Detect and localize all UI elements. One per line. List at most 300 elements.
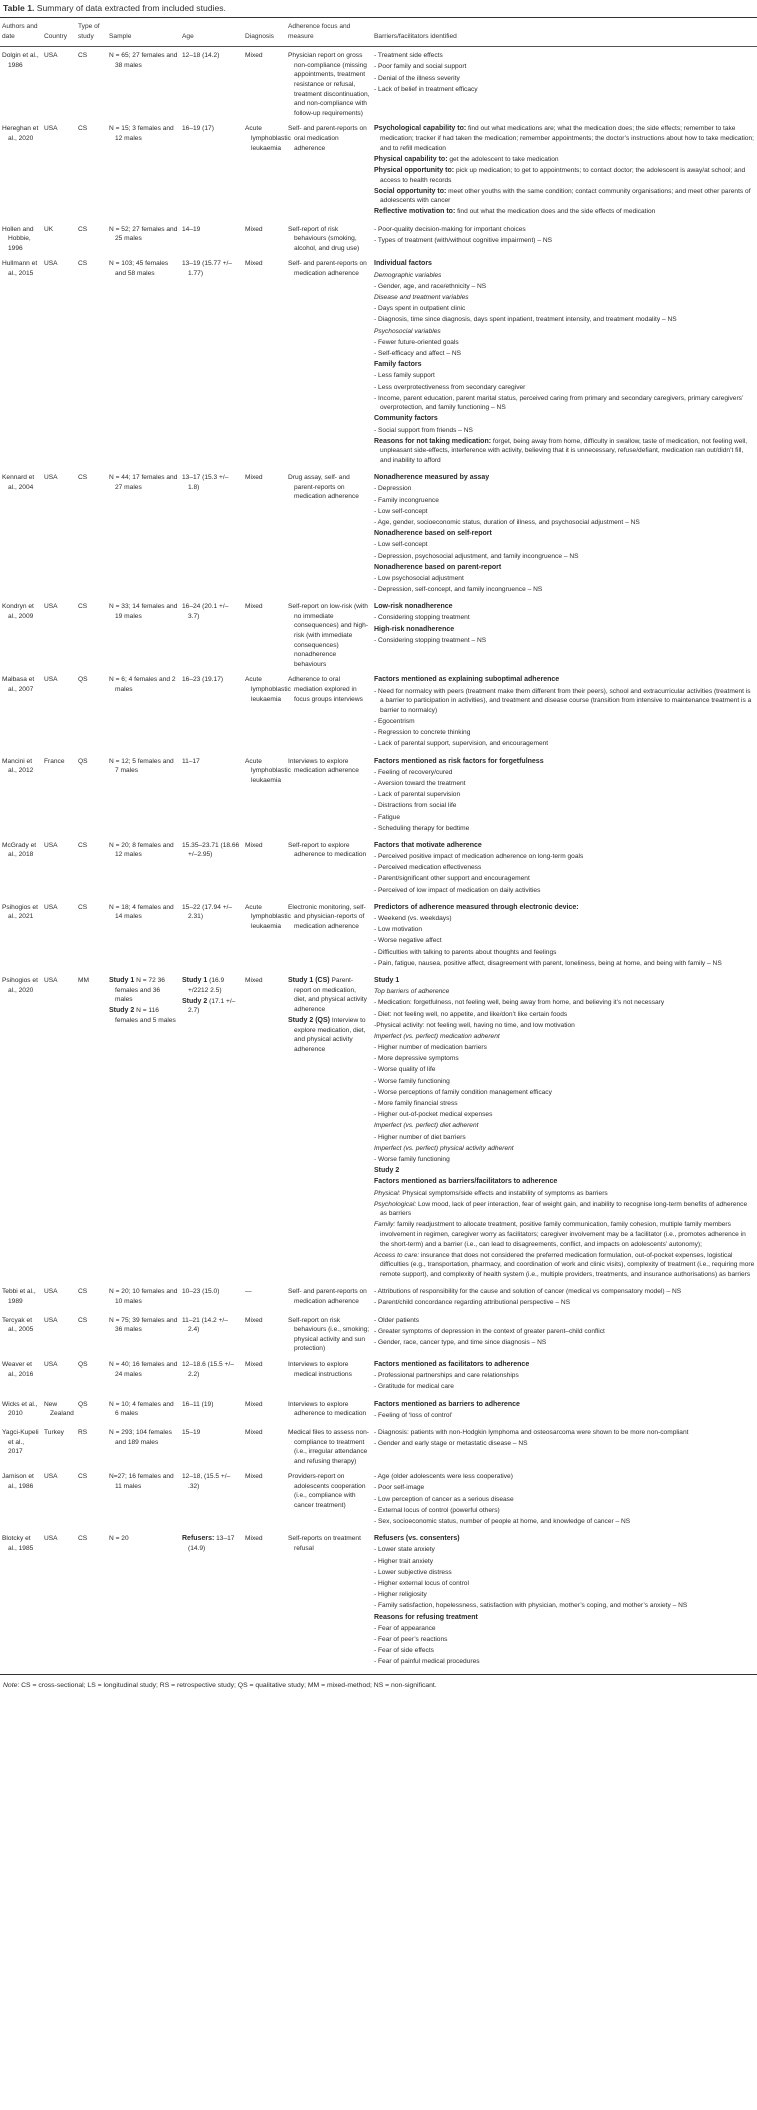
bold-lead: Study 1 (CS) [288, 976, 330, 984]
barrier-item [374, 1601, 755, 1611]
adherence-text: Adherence to oral mediation explored in focus groups interviews [288, 676, 363, 703]
barrier-item [374, 824, 755, 834]
cell-adherence [286, 1424, 372, 1468]
diagnosis-text: Mixed [245, 1535, 263, 1543]
cell-authors [0, 1356, 42, 1396]
cell-barriers [372, 1312, 757, 1356]
barrier-item [374, 360, 755, 370]
adherence-text: Self-report on low-risk (with no immediate consequences) and high-risk (with immediate consequences) nonadherence behaviours [288, 603, 369, 668]
cell-type [76, 1396, 107, 1424]
adherence-text: Self- and parent-reports on medication adherence [288, 260, 367, 278]
cell-barriers [372, 837, 757, 899]
cell-sample [107, 47, 180, 121]
line-text: - Worse family functioning [374, 1155, 450, 1163]
adherence-text: Electronic monitoring, self- and physician-reports of medication adherence [288, 903, 366, 930]
cell-authors [0, 221, 42, 256]
bold-lead: Study 2 [182, 997, 208, 1005]
adherence-text: Physician report on gross non-compliance (missing appointments, treatment resistance or refusal, treatment discontinuation, and non-compliance with follow-up requirements) [288, 52, 370, 117]
barrier-item [374, 1144, 755, 1154]
age-text: 16–11 (19) [182, 1400, 214, 1408]
line-text: - Parent/significant other support and encouragement [374, 875, 530, 883]
diagnosis-text: Mixed [245, 1316, 263, 1324]
country-text: France [44, 757, 65, 765]
age-text: 16–23 (19.17) [182, 676, 224, 684]
authors-text: Kondryn et al., 2009 [2, 603, 34, 620]
barrier-item [374, 1557, 755, 1567]
barrier-item [374, 1155, 755, 1165]
cell-adherence [286, 1312, 372, 1356]
cell-age [180, 1530, 243, 1670]
line-text: (16.9 +/2212 2.5) [188, 976, 225, 994]
cell-sample [107, 1468, 180, 1530]
country-text: USA [44, 1288, 58, 1296]
line-text: - Worse perceptions of family condition management efficacy [374, 1088, 552, 1096]
authors-text: Tebbi et al., 1989 [2, 1288, 36, 1305]
authors-text: Hollen and Hobbie, 1996 [2, 225, 34, 252]
cell-age [180, 753, 243, 837]
bold-lead: Physical opportunity to: [374, 166, 455, 174]
barrier-item [374, 394, 755, 413]
authors-text: Jamison et al., 1986 [2, 1473, 34, 1490]
cell-barriers [372, 469, 757, 598]
line-text: - Poor family and social support [374, 63, 467, 71]
line-text: - Depression, self-concept, and family incongruence – NS [374, 586, 543, 594]
cell-authors [0, 1424, 42, 1468]
barrier-item [374, 383, 755, 393]
table-row [0, 1356, 757, 1396]
line-text: - Fewer future-oriented goals [374, 338, 459, 346]
age-text: 13–19 (15.77 +/– 1.77) [182, 260, 233, 278]
barrier-item [374, 1579, 755, 1589]
cell-adherence [286, 1530, 372, 1670]
line-text: - Low self-concept [374, 507, 428, 515]
barrier-item [374, 1043, 755, 1053]
authors-text: Blotcky et al., 1985 [2, 1535, 34, 1552]
cell-age [180, 837, 243, 899]
cell-sample [107, 255, 180, 469]
barrier-item [374, 936, 755, 946]
cell-diagnosis [243, 972, 286, 1283]
adherence-text: Self-report to explore adherence to medication [288, 841, 367, 859]
note-text: : CS = cross-sectional; LS = longitudinal study; RS = retrospective study; QS = qualitative study; MM = mixed-method; NS = non-significant. [17, 1682, 437, 1690]
line-text: - Family satisfaction, hopelessness, satisfaction with physician, mother’s coping, and mother’s anxiety – NS [374, 1602, 688, 1610]
cell-age [180, 1312, 243, 1356]
table-row [0, 1283, 757, 1311]
cell-adherence [286, 753, 372, 837]
line-text: - Feeling of ‘loss of control’ [374, 1411, 453, 1419]
sample-text: N = 6; 4 females and 2 males [109, 676, 176, 694]
cell-barriers [372, 1396, 757, 1424]
age-text: 12–18, (15.5 +/– .32) [182, 1473, 231, 1490]
header-row [0, 22, 757, 47]
line-text: -Physical activity: not feeling well, having no time, and low motivation [374, 1021, 575, 1029]
header-adherence: Adherence focus and measure [286, 22, 372, 47]
barrier-item [374, 1568, 755, 1578]
cell-age [180, 47, 243, 121]
barrier-item [374, 903, 755, 913]
age-text: 16–24 (20.1 +/– 3.7) [182, 603, 229, 620]
diagnosis-text: Mixed [245, 1473, 263, 1481]
cell-barriers [372, 671, 757, 752]
line-text: - Worse negative affect [374, 937, 442, 945]
barrier-item [374, 1646, 755, 1656]
bold-lead: Family factors [374, 361, 422, 369]
barrier-item [374, 886, 755, 896]
country-text: USA [44, 603, 58, 611]
cell-barriers [372, 255, 757, 469]
barrier-item [374, 1200, 755, 1219]
diagnosis-text: — [245, 1288, 252, 1296]
cell-diagnosis [243, 1468, 286, 1530]
barrier-item [374, 1624, 755, 1634]
line-text: Physical symptoms/side effects and instability of symptoms as barriers [400, 1189, 608, 1197]
cell-type [76, 120, 107, 220]
sample-line [109, 976, 178, 1005]
bold-lead: Predictors of adherence measured through electronic device: [374, 903, 579, 911]
barrier-item [374, 1657, 755, 1667]
italic-lead: Access to care: [374, 1251, 420, 1259]
type-text: QS [78, 1400, 88, 1408]
barrier-item [374, 1077, 755, 1087]
cell-barriers [372, 1283, 757, 1311]
barrier-item [374, 813, 755, 823]
diagnosis-text: Acute lymphoblastic leukaemia [245, 676, 291, 703]
barrier-item [374, 1472, 755, 1482]
age-text: 11–21 (14.2 +/– 2.4) [182, 1316, 228, 1334]
barrier-item [374, 636, 755, 646]
italic-lead: Imperfect (vs. perfect) diet adherent [374, 1122, 479, 1130]
line-text: 13–17 (14.9) [188, 1535, 235, 1552]
barrier-item [374, 1189, 755, 1199]
cell-sample [107, 221, 180, 256]
sample-text: N = 12; 5 females and 7 males [109, 757, 174, 775]
line-text: - Higher external locus of control [374, 1579, 469, 1587]
line-text: - Diagnosis, time since diagnosis, days spent inpatient, treatment intensity, and treatment modality – NS [374, 316, 677, 324]
type-text: CS [78, 603, 88, 611]
adherence-text: Providers-report on adolescents cooperation (i.e., compliance with cancer treatment) [288, 1473, 366, 1510]
cell-country [42, 47, 76, 121]
country-text: USA [44, 903, 58, 911]
cell-type [76, 221, 107, 256]
type-text: CS [78, 841, 88, 849]
cell-country [42, 753, 76, 837]
country-text: New Zealand [44, 1400, 74, 1418]
barrier-item [374, 1495, 755, 1505]
cell-type [76, 1468, 107, 1530]
sample-text: N = 20; 10 females and 10 males [109, 1288, 178, 1305]
barrier-item [374, 925, 755, 935]
cell-authors [0, 1468, 42, 1530]
barrier-item [374, 1298, 755, 1308]
table-row [0, 1424, 757, 1468]
age-text: 11–17 [182, 757, 200, 765]
line-text: - Fear of side effects [374, 1647, 434, 1655]
line-text: - Diagnosis: patients with non-Hodgkin lymphoma and osteosarcoma were shown to be more non-compliant [374, 1428, 689, 1436]
bold-lead: Study 2 [109, 1007, 135, 1015]
bold-lead: Factors mentioned as explaining suboptimal adherence [374, 676, 560, 684]
age-text: 14–19 [182, 225, 201, 233]
barrier-item [374, 779, 755, 789]
adherence-text: Interviews to explore medical instructions [288, 1360, 352, 1378]
line-text: insurance that does not considered the preferred medication formulation, out-of-pocket expenses, logistical difficulties (e.g., transportation, pharmacy, and coordination of work and clinic visits), complexity of treatment (i.e., requiring more remote support), and complexity of health system (i.e., multiple providers, treatments, and insurance authorisations) as barriers [380, 1251, 755, 1279]
authors-text: Yagci-Kupeli et al., 2017 [2, 1428, 39, 1456]
bold-lead: Reflective motivation to: [374, 208, 456, 216]
authors-text: Hullmann et al., 2015 [2, 260, 38, 278]
country-text: USA [44, 841, 58, 849]
barrier-item [374, 728, 755, 738]
cell-adherence [286, 899, 372, 972]
cell-diagnosis [243, 255, 286, 469]
type-text: MM [78, 976, 89, 984]
cell-country [42, 598, 76, 671]
line-text: - Need for normalcy with peers (treatment make them different from their peers), school and extracurricular activities (treatment is a barrier to participation in activities), and treatment and disease course (transition from intensive to maintenance treatment is a barrier to normalcy) [374, 687, 752, 714]
cell-authors [0, 1396, 42, 1424]
line-text: - Income, parent education, parent marital status, perceived caring from primary and secondary caregivers, primary caregivers’ overprotection, and family functioning – NS [374, 394, 744, 412]
table-row [0, 255, 757, 469]
cell-authors [0, 899, 42, 972]
cell-barriers [372, 1424, 757, 1468]
type-text: CS [78, 225, 88, 233]
barrier-item [374, 757, 755, 767]
line-text: - Depression, psychosocial adjustment, and family incongruence – NS [374, 552, 579, 560]
table-row [0, 671, 757, 752]
sample-text: N = 293; 104 females and 189 males [109, 1428, 172, 1446]
cell-diagnosis [243, 753, 291, 837]
line-text: - Higher out-of-pocket medical expenses [374, 1111, 493, 1119]
bold-lead: Study 1 [109, 976, 135, 984]
cell-country [42, 469, 76, 598]
country-text: USA [44, 1535, 58, 1543]
authors-text: Weaver et al., 2016 [2, 1360, 34, 1378]
age-text: 12–18 (14.2) [182, 52, 220, 60]
barrier-item [374, 675, 755, 685]
barrier-item [374, 271, 755, 281]
cell-country [42, 972, 76, 1283]
cell-country [42, 1356, 76, 1396]
bold-lead: Nonadherence measured by assay [374, 474, 490, 482]
barrier-item [374, 1635, 755, 1645]
line-text: - Age, gender, socioeconomic status, duration of illness, and psychosocial adjustment – NS [374, 518, 640, 526]
cell-barriers [372, 753, 757, 837]
cell-type [76, 972, 107, 1283]
cell-sample [107, 1283, 180, 1311]
barrier-item [374, 1021, 755, 1031]
barrier-item [374, 124, 755, 153]
barrier-item [374, 473, 755, 483]
country-text: USA [44, 1316, 58, 1324]
barrier-item [374, 1088, 755, 1098]
barrier-item [374, 236, 755, 246]
line-text: - Parent/child concordance regarding attributional perspective – NS [374, 1299, 571, 1307]
header-sample: Sample [107, 22, 180, 47]
barrier-item [374, 998, 755, 1008]
italic-lead: Disease and treatment variables [374, 294, 469, 301]
bold-lead: Community factors [374, 415, 438, 423]
country-text: USA [44, 474, 58, 482]
cell-type [76, 47, 107, 121]
footer-cell [0, 1670, 757, 1697]
top-rule [0, 17, 757, 18]
bold-lead: Physical capability to: [374, 155, 448, 163]
cell-adherence [286, 837, 372, 899]
line-text: forget, being away from home, difficulty in swallow, taste of medication, not feeling well, unpleasant side-effects, interference with activity, believing that it is unnecessary, refuse/defiant, medication ran out/didn’t fill, and inability to afford [380, 437, 748, 465]
line-text: - Perceived of low impact of medication on daily activities [374, 886, 541, 894]
sample-text: N = 15; 3 females and 12 males [109, 125, 174, 142]
diagnosis-text: Mixed [245, 1360, 263, 1368]
table-row [0, 753, 757, 837]
adherence-line [288, 1016, 370, 1054]
sample-text: N = 52; 27 females and 25 males [109, 225, 178, 243]
diagnosis-text: Mixed [245, 976, 263, 984]
cell-barriers [372, 120, 757, 220]
barrier-item [374, 1251, 755, 1280]
barrier-item [374, 155, 755, 165]
table-body [0, 47, 757, 1697]
cell-country [42, 1396, 76, 1424]
line-text: - External locus of control (powerful others) [374, 1506, 500, 1514]
italic-lead: Imperfect (vs. perfect) medication adherent [374, 1032, 500, 1040]
bold-lead: Psychological capability to: [374, 125, 467, 133]
bold-lead: Refusers: [182, 1535, 215, 1543]
cell-diagnosis [243, 221, 286, 256]
barrier-item [374, 768, 755, 778]
cell-type [76, 753, 107, 837]
line-text: family readjustment to allocate treatment, positive family communication, family cohesion, multiple family members involvement in regimen, caregiver worry as facilitators; caregiver involvement may be a facilitator (i.e., promotes adherence in the short-term) and a barrier (i.e., can lead to disagreements, conflict, and impacts on adolescents’ autonomy); [380, 1221, 746, 1248]
adherence-text: Self- and parent-reports on oral medication adherence [288, 125, 367, 152]
cell-barriers [372, 47, 757, 121]
barrier-item [374, 1316, 755, 1326]
cell-age [180, 972, 243, 1283]
cell-authors [0, 1530, 42, 1670]
sample-text: N = 33; 14 females and 19 males [109, 603, 178, 620]
italic-lead: Physical: [374, 1189, 401, 1197]
cell-adherence [286, 598, 372, 671]
cell-sample [107, 899, 180, 972]
type-text: CS [78, 1535, 88, 1543]
diagnosis-text: Acute lymphoblastic leukaemia [245, 757, 291, 784]
line-text: - Lack of parental supervision [374, 791, 461, 799]
barrier-item [374, 1121, 755, 1131]
studies-table [0, 22, 757, 1697]
line-text: - Lower state anxiety [374, 1546, 435, 1554]
table-row [0, 469, 757, 598]
barrier-item [374, 414, 755, 424]
table-row [0, 598, 757, 671]
age-text: 16–19 (17) [182, 125, 214, 133]
line-text: - Low psychosocial adjustment [374, 574, 464, 582]
bold-lead: Individual factors [374, 260, 432, 268]
cell-diagnosis [243, 671, 291, 752]
diagnosis-text: Acute lymphoblastic leukaemia [245, 125, 291, 152]
type-text: CS [78, 125, 88, 133]
sample-text: N = 75; 39 females and 36 males [109, 1316, 178, 1334]
barrier-item [374, 1613, 755, 1623]
barrier-item [374, 349, 755, 359]
barrier-item [374, 1439, 755, 1449]
table-title: Summary of data extracted from included studies. [36, 3, 226, 13]
bold-lead: Factors mentioned as barriers/facilitators to adherence [374, 1178, 558, 1186]
line-text: - Higher religiosity [374, 1591, 427, 1599]
barrier-item [374, 1411, 755, 1421]
sample-text: N = 44; 17 females and 27 males [109, 474, 178, 491]
header-diagnosis: Diagnosis [243, 22, 286, 47]
line-text: - Denial of the illness severity [374, 74, 460, 82]
cell-sample [107, 120, 180, 220]
line-text: - Gender and early stage or metastatic disease – NS [374, 1440, 528, 1448]
barrier-item [374, 1166, 755, 1176]
bold-lead: Nonadherence based on self-report [374, 530, 492, 538]
line-text: - Fear of appearance [374, 1624, 436, 1632]
cell-barriers [372, 1468, 757, 1530]
country-text: USA [44, 125, 58, 133]
type-text: CS [78, 260, 88, 268]
barrier-item [374, 1177, 755, 1187]
footer-row [0, 1670, 757, 1697]
line-text: Parent-report on medication, diet, and physical activity adherence [294, 976, 367, 1013]
barrier-item [374, 293, 755, 303]
authors-text: Psihogios et al., 2020 [2, 976, 38, 994]
country-text: USA [44, 676, 58, 684]
diagnosis-text: Acute lymphoblastic leukaemia [245, 903, 291, 930]
cell-sample [107, 753, 180, 837]
line-text: - Diet: not feeling well, no appetite, and like/don’t like certain foods [374, 1010, 568, 1018]
cell-country [42, 1424, 76, 1468]
header-type: Type of study [76, 22, 107, 47]
authors-text: Psihogios et al., 2021 [2, 903, 38, 921]
line-text: - Attributions of responsibility for the cause and solution of cancer (medical vs compensatory model) – NS [374, 1288, 682, 1296]
barrier-item [374, 1327, 755, 1337]
line-text: - Higher number of diet barriers [374, 1133, 466, 1141]
table-row [0, 120, 757, 220]
authors-text: Malbasa et al., 2007 [2, 676, 35, 694]
authors-text: Hereghan et al., 2020 [2, 125, 39, 142]
barrier-item [374, 801, 755, 811]
barrier-item [374, 790, 755, 800]
cell-type [76, 1530, 107, 1670]
cell-adherence [286, 47, 372, 121]
line-text: - Regression to concrete thinking [374, 729, 471, 737]
adherence-text: Drug assay, self- and parent-reports on medication adherence [288, 474, 359, 501]
barrier-item [374, 687, 755, 716]
age-text: 15–19 [182, 1428, 201, 1436]
barrier-item [374, 1099, 755, 1109]
cell-sample [107, 469, 180, 598]
barrier-item [374, 1110, 755, 1120]
cell-age [180, 598, 243, 671]
barrier-item [374, 371, 755, 381]
cell-barriers [372, 899, 757, 972]
cell-age [180, 1356, 243, 1396]
diagnosis-text: Mixed [245, 603, 263, 611]
line-text: - Scheduling therapy for bedtime [374, 824, 470, 832]
line-text: - Perceived medication effectiveness [374, 864, 482, 872]
cell-authors [0, 753, 42, 837]
cell-country [42, 671, 76, 752]
cell-type [76, 1424, 107, 1468]
cell-country [42, 1530, 76, 1670]
barrier-item [374, 1517, 755, 1527]
cell-country [42, 837, 76, 899]
cell-barriers [372, 1356, 757, 1396]
line-text: meet other youths with the same condition; contact community organisations; and meet other parents of adolescents with cancer [380, 187, 751, 205]
line-text: - Poor self-image [374, 1484, 425, 1492]
sample-text: N = 40; 16 females and 24 males [109, 1360, 178, 1378]
barrier-item [374, 74, 755, 84]
type-text: QS [78, 676, 88, 684]
cell-type [76, 598, 107, 671]
bold-lead: Study 1 [182, 976, 208, 984]
line-text: - Professional partnerships and care relationships [374, 1372, 519, 1380]
